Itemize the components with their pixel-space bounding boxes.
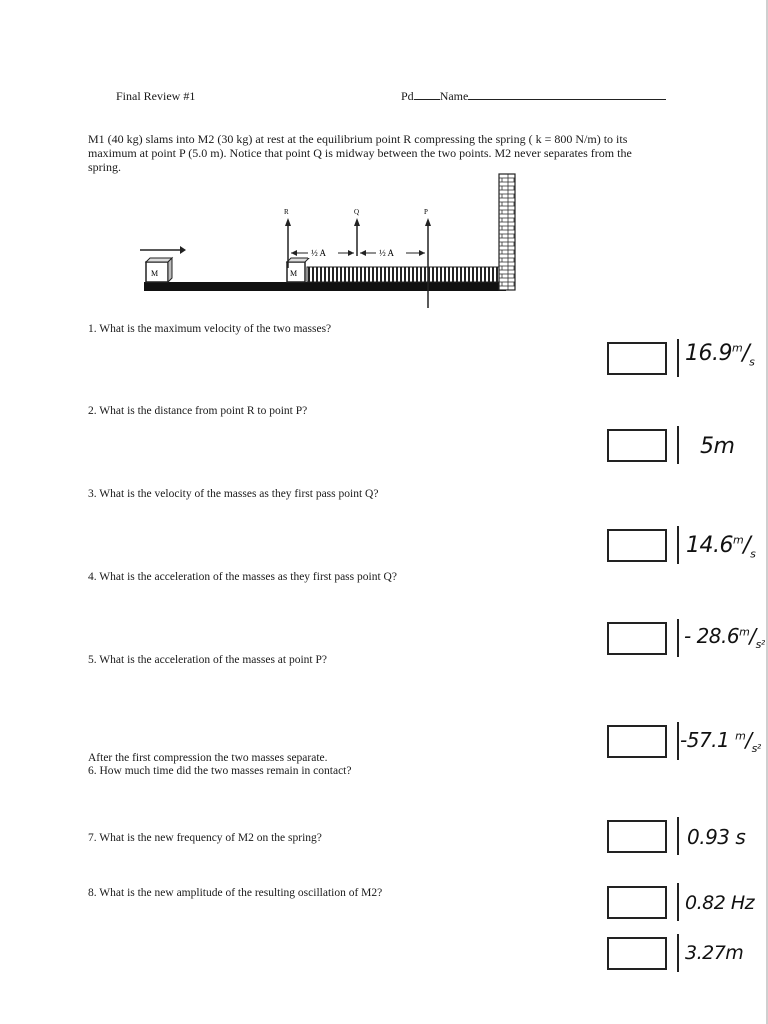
answer-divider-7 bbox=[677, 883, 679, 921]
mass-m2-label: M bbox=[290, 269, 298, 278]
brick-wall bbox=[499, 174, 515, 290]
answer-box-7[interactable] bbox=[607, 886, 667, 919]
question-5: 5. What is the acceleration of the masses at point P? bbox=[88, 654, 327, 666]
question-2: 2. What is the distance from point R to point P? bbox=[88, 405, 308, 417]
answer-4: - $28.6^m/_{s^2}$ bbox=[684, 624, 765, 651]
name-blank[interactable] bbox=[468, 89, 666, 100]
answer-divider-4 bbox=[677, 619, 679, 657]
point-p-label: P bbox=[424, 208, 428, 216]
problem-line-2: maximum at point P (5.0 m). Notice that point Q is midway between the two points. M2 never separates from the bbox=[88, 146, 632, 160]
point-q-marker bbox=[354, 218, 360, 256]
question-6-intro: After the first compression the two masses separate. bbox=[88, 752, 328, 764]
half-a-right-label: ½ A bbox=[379, 248, 395, 258]
answer-divider-2 bbox=[677, 426, 679, 464]
answer-2: 5m bbox=[700, 434, 735, 459]
answer-box-8[interactable] bbox=[607, 937, 667, 970]
answer-box-2[interactable] bbox=[607, 429, 667, 462]
answer-box-4[interactable] bbox=[607, 622, 667, 655]
point-p-marker bbox=[425, 218, 431, 308]
question-8: 8. What is the new amplitude of the resulting oscillation of M2? bbox=[88, 887, 383, 899]
question-3: 3. What is the velocity of the masses as they first pass point Q? bbox=[88, 488, 379, 500]
answer-divider-1 bbox=[677, 339, 679, 377]
question-1: 1. What is the maximum velocity of the two masses? bbox=[88, 323, 332, 335]
problem-line-1: M1 (40 kg) slams into M2 (30 kg) at rest at the equilibrium point R compressing the spring ( k = 800 N/m) to its bbox=[88, 132, 628, 146]
answer-box-5[interactable] bbox=[607, 725, 667, 758]
mass-m1 bbox=[146, 258, 172, 282]
answer-1: $16.9^m/_s$ bbox=[685, 341, 755, 369]
answer-box-1[interactable] bbox=[607, 342, 667, 375]
answer-divider-3 bbox=[677, 526, 679, 564]
answer-8: 3.27m bbox=[685, 942, 744, 964]
period-label: Pd bbox=[401, 89, 414, 103]
mass-m1-label: M bbox=[151, 269, 159, 278]
period-field bbox=[401, 89, 666, 104]
half-a-left-label: ½ A bbox=[311, 248, 327, 258]
answer-divider-8 bbox=[677, 934, 679, 972]
name-label: Name bbox=[439, 89, 469, 103]
problem-statement bbox=[88, 132, 678, 174]
question-4: 4. What is the acceleration of the masses as they first pass point Q? bbox=[88, 571, 397, 583]
answer-5: -57.1 $^m/_{s^2}$ bbox=[680, 728, 761, 755]
answer-divider-6 bbox=[677, 817, 679, 855]
ground-track bbox=[144, 282, 506, 291]
answer-6: 0.93 s bbox=[687, 825, 746, 849]
question-6: 6. How much time did the two masses remain in contact? bbox=[88, 765, 352, 777]
answer-3: $14.6^m/_s$ bbox=[686, 533, 756, 561]
answer-box-3[interactable] bbox=[607, 529, 667, 562]
spring-diagram-svg bbox=[136, 170, 526, 310]
velocity-arrow bbox=[140, 246, 186, 254]
problem-line-3: spring. bbox=[88, 160, 121, 174]
question-7: 7. What is the new frequency of M2 on the spring? bbox=[88, 832, 322, 844]
period-blank[interactable] bbox=[414, 89, 440, 100]
spring bbox=[307, 267, 499, 282]
answer-divider-5 bbox=[677, 722, 679, 760]
point-r-label: R bbox=[284, 208, 289, 216]
worksheet-title: Final Review #1 bbox=[116, 89, 196, 103]
answer-7: 0.82 Hz bbox=[685, 892, 755, 914]
spring-diagram bbox=[136, 170, 526, 315]
answer-box-6[interactable] bbox=[607, 820, 667, 853]
point-q-label: Q bbox=[354, 208, 360, 216]
